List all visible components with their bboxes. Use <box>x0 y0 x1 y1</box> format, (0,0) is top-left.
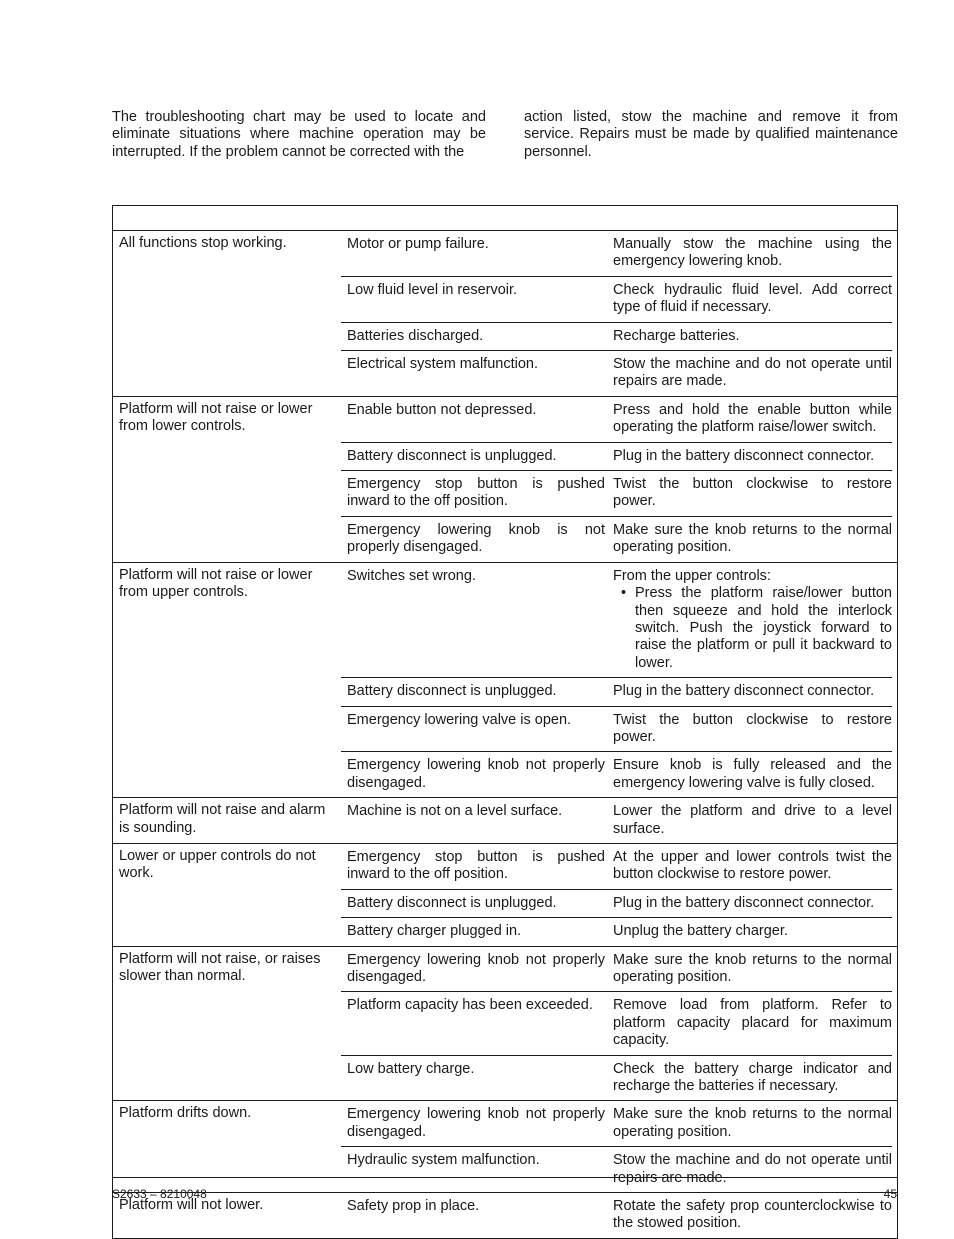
cause-cell: Battery disconnect is unplugged. <box>347 447 557 464</box>
problem-group <box>113 844 897 947</box>
cause-cell: Battery disconnect is unplugged. <box>347 894 557 911</box>
cause-solution-list <box>341 844 897 946</box>
solution-bullet-list <box>613 585 892 672</box>
problem-group <box>113 1101 897 1193</box>
solution-text: Lower the platform and drive to a level surface. <box>613 803 892 837</box>
solution-cell <box>613 517 892 562</box>
solution-cell <box>613 323 892 350</box>
problem-group <box>113 947 897 1102</box>
table-row <box>341 323 892 351</box>
cause-solution-list <box>341 1193 897 1238</box>
table-row <box>341 1193 892 1238</box>
table-row <box>341 678 892 706</box>
solution-text: Twist the button clockwise to restore power. <box>613 711 892 745</box>
solution-text: Plug in the battery disconnect connector. <box>613 894 875 911</box>
cause-solution-list <box>341 798 897 843</box>
solution-cell <box>613 752 892 797</box>
cause-cell: Emergency lowering knob not properly disengaged. <box>347 951 605 985</box>
table-row <box>341 563 892 678</box>
problem-cell: Platform will not raise, or raises slower than normal. <box>119 950 321 984</box>
cause-cell: Enable button not depressed. <box>347 401 537 418</box>
cause-cell: Emergency lowering knob is not properly disengaged. <box>347 521 605 556</box>
solution-text: Unplug the battery charger. <box>613 923 788 940</box>
solution-text: Check hydraulic fluid level. Add correct type of fluid if necessary. <box>613 281 892 316</box>
cause-solution-list <box>341 231 897 396</box>
cause-cell: Hydraulic system malfunction. <box>347 1152 540 1169</box>
problem-group <box>113 798 897 844</box>
table-row <box>341 992 892 1055</box>
solution-cell <box>613 918 892 945</box>
cause-cell: Platform capacity has been exceeded. <box>347 997 593 1014</box>
table-row <box>341 1056 892 1101</box>
solution-cell <box>613 1056 892 1101</box>
cause-cell: Emergency lowering valve is open. <box>347 711 572 728</box>
table-row <box>341 277 892 323</box>
table-row <box>341 1101 892 1147</box>
solution-text: Ensure knob is fully released and the emergency lowering valve is fully closed. <box>613 757 892 791</box>
problem-cell: Platform will not raise or lower from lower controls. <box>119 400 313 435</box>
table-row <box>341 890 892 918</box>
solution-cell <box>613 992 892 1054</box>
problem-group <box>113 563 897 798</box>
table-row <box>341 351 892 396</box>
cause-cell: Electrical system malfunction. <box>347 356 538 373</box>
solution-cell <box>613 707 892 752</box>
solution-text: Make sure the knob returns to the normal operating position. <box>613 521 892 556</box>
problem-cell: Lower or upper controls do not work. <box>119 847 316 882</box>
table-row <box>341 397 892 443</box>
solution-text: At the upper and lower controls twist the button clockwise to restore power. <box>613 848 892 883</box>
cause-cell: Batteries discharged. <box>347 327 484 344</box>
solution-text: Make sure the knob returns to the normal operating position. <box>613 951 892 985</box>
table-row <box>341 1147 892 1192</box>
cause-cell: Machine is not on a level surface. <box>347 803 563 820</box>
cause-cell: Emergency lowering knob not properly disengaged. <box>347 757 605 791</box>
solution-cell <box>613 1101 892 1146</box>
table-row <box>341 752 892 797</box>
solution-cell <box>613 471 892 516</box>
solution-text: Twist the button clockwise to restore power. <box>613 476 892 510</box>
problem-cell: Platform will not lower. <box>119 1197 264 1214</box>
solution-cell <box>613 231 892 276</box>
table-header-row <box>113 206 897 231</box>
problem-group <box>113 1193 897 1238</box>
solution-text: Make sure the knob returns to the normal operating position. <box>613 1106 892 1140</box>
solution-cell <box>613 351 892 396</box>
table-body <box>113 231 897 1238</box>
solution-cell <box>613 678 892 705</box>
cause-cell: Low battery charge. <box>347 1060 475 1077</box>
cause-cell: Safety prop in place. <box>347 1198 480 1215</box>
table-row <box>341 947 892 993</box>
cause-cell: Emergency stop button is pushed inward to the off position. <box>347 476 605 510</box>
troubleshooting-table <box>112 205 898 1239</box>
solution-text: From the upper controls: <box>613 567 771 584</box>
problem-cell: Platform will not raise or lower from upper controls. <box>119 566 313 601</box>
intro-paragraph-left: The troubleshooting chart may be used to locate and eliminate situations where machine operation may be interrupted. If the problem cannot be corrected with the <box>112 109 486 160</box>
solution-cell <box>613 397 892 442</box>
table-row <box>341 231 892 277</box>
solution-bullet-item: • Press the platform raise/lower button then squeeze and hold the interlock switch. Push the joystick forward to raise the platform or pull it backward to lower. <box>635 585 892 672</box>
solution-cell <box>613 947 892 992</box>
problem-cell: Platform drifts down. <box>119 1105 252 1122</box>
table-row <box>341 798 892 843</box>
cause-cell: Battery charger plugged in. <box>347 923 522 940</box>
cause-cell: Switches set wrong. <box>347 567 476 584</box>
solution-text: Check the battery charge indicator and recharge the batteries if necessary. <box>613 1060 892 1095</box>
solution-text: Recharge batteries. <box>613 327 740 344</box>
cause-solution-list <box>341 397 897 562</box>
solution-text: Stow the machine and do not operate until repairs are made. <box>613 1152 892 1186</box>
solution-text: Manually stow the machine using the emergency lowering knob. <box>613 236 892 270</box>
problem-cell: All functions stop working. <box>119 235 287 251</box>
table-row <box>341 918 892 945</box>
solution-text: Press and hold the enable button while operating the platform raise/lower switch. <box>613 401 892 436</box>
problem-cell: Platform will not raise and alarm is sounding. <box>119 802 326 836</box>
solution-cell <box>613 1147 892 1192</box>
solution-cell <box>613 798 892 843</box>
solution-text: Stow the machine and do not operate until repairs are made. <box>613 356 892 390</box>
table-row <box>341 471 892 517</box>
cause-cell: Motor or pump failure. <box>347 236 489 252</box>
solution-text: Remove load from platform. Refer to platform capacity placard for maximum capacity. <box>613 997 892 1049</box>
table-row <box>341 517 892 562</box>
table-row <box>341 443 892 471</box>
problem-group <box>113 231 897 397</box>
solution-cell <box>613 844 892 889</box>
solution-cell <box>613 890 892 917</box>
solution-cell <box>613 443 892 470</box>
solution-text: Plug in the battery disconnect connector. <box>613 683 875 700</box>
cause-solution-list <box>341 947 897 1101</box>
intro-paragraph-right: action listed, stow the machine and remove it from service. Repairs must be made by qualified maintenance personnel. <box>524 109 898 160</box>
cause-cell: Emergency stop button is pushed inward to the off position. <box>347 848 605 883</box>
footer-divider <box>112 1177 898 1178</box>
table-row <box>341 844 892 890</box>
problem-group <box>113 397 897 563</box>
solution-text: Rotate the safety prop counterclockwise to the stowed position. <box>613 1198 892 1232</box>
solution-text: Plug in the battery disconnect connector. <box>613 447 875 464</box>
cause-cell: Emergency lowering knob not properly disengaged. <box>347 1106 605 1140</box>
document-id: S2633 – 8210048 <box>112 1187 207 1201</box>
cause-solution-list <box>341 1101 897 1192</box>
table-row <box>341 707 892 753</box>
page-number: 45 <box>883 1187 897 1201</box>
solution-cell <box>613 1193 892 1238</box>
intro-text <box>112 109 898 161</box>
cause-solution-list <box>341 563 897 797</box>
cause-cell: Low fluid level in reservoir. <box>347 281 518 298</box>
solution-cell <box>613 563 892 677</box>
cause-cell: Battery disconnect is unplugged. <box>347 683 557 700</box>
solution-cell <box>613 277 892 322</box>
